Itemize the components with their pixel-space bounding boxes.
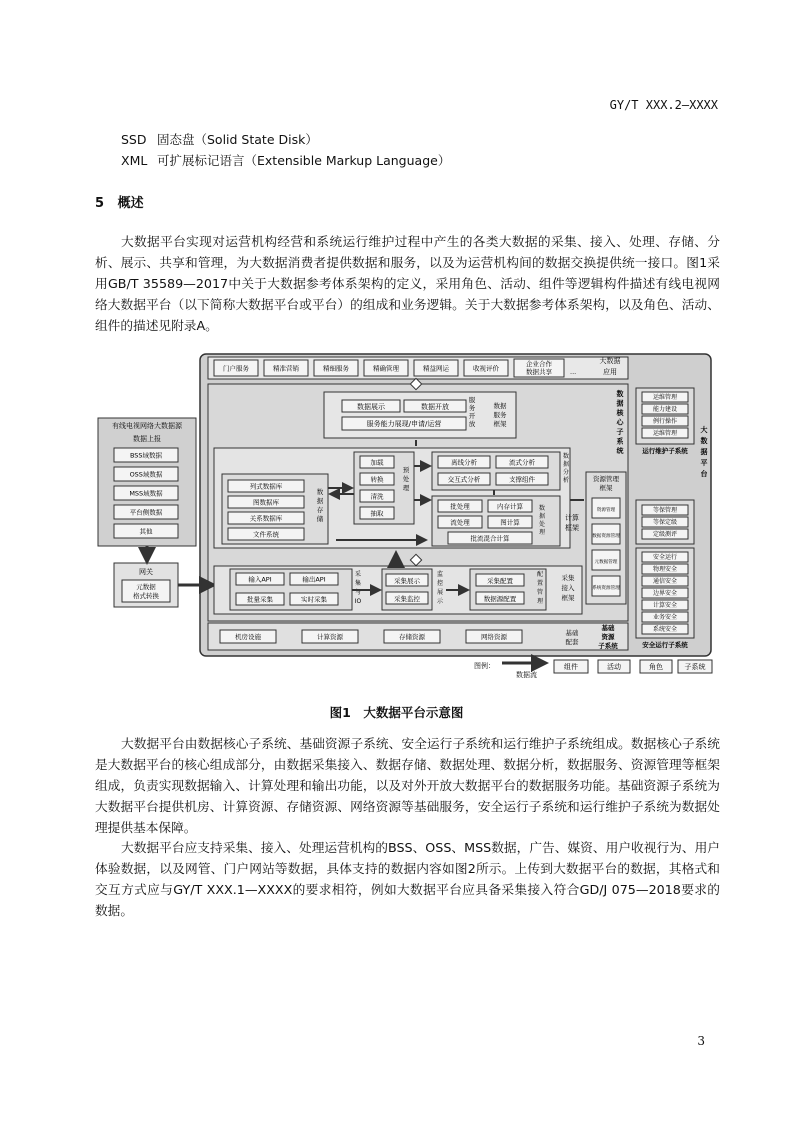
- core-label-char: 核: [616, 409, 624, 417]
- compute-item: 内存计算: [497, 502, 523, 511]
- config-label-char: 置: [536, 580, 544, 587]
- security-grade-items: [642, 505, 688, 539]
- storage-label-char: 存: [316, 506, 324, 514]
- data-source-title: 有线电视网络大数据源: [112, 422, 182, 430]
- compute-label-2a: 计算: [565, 514, 579, 522]
- service-framework: [324, 392, 516, 438]
- config-label-char: 理: [536, 598, 544, 605]
- storage-item: 列式数据库: [249, 482, 283, 491]
- data-source-items: [114, 448, 178, 538]
- platform-label-char: 据: [700, 448, 708, 456]
- analysis-label-char: 分: [562, 469, 570, 476]
- app-item: 数据共享: [526, 368, 552, 376]
- abbreviation-ssd: [121, 130, 318, 148]
- data-source-item: 其他: [139, 527, 153, 536]
- ingest-item: 实时采集: [301, 595, 327, 604]
- data-source-item: BSS域数据: [129, 451, 163, 460]
- legend-title: 图例：: [474, 662, 495, 670]
- app-item: 精确管理: [373, 364, 399, 373]
- platform-diagram: [96, 350, 714, 685]
- service-label-line: 框架: [493, 420, 507, 428]
- ingest-io-char: IO: [354, 598, 362, 605]
- document-code: GY/T XXX.2—XXXX: [609, 98, 718, 112]
- infra-item: 机房设施: [235, 632, 261, 641]
- paragraph-subsystems: 大数据平台由数据核心子系统、基础资源子系统、安全运行子系统和运行维护子系统组成。数据核心子系统是大数据平台的核心组成部分，由数据采集接入、数据存储、数据处理、数据分析，数据服务、资源管理等框架组成，负责实现数据输入、计算处理和输出功能，以及对外开放大数据平台的数据服务功能。基础资源子系统为大数据平台提供机房、计算资源、存储资源、网络资源等基础服务，安全运行子系统和运行维护子系统为数据处理提供基本保障。: [95, 736, 720, 835]
- infra-item: 计算资源: [317, 632, 343, 641]
- security-item: 计算安全: [652, 602, 678, 610]
- abbreviation-xml: [121, 151, 450, 169]
- ingest-io-char: 集: [354, 580, 362, 587]
- storage-label-char: 据: [316, 497, 324, 505]
- legend-flow: 数据流: [516, 671, 537, 679]
- config-label-char: 配: [536, 571, 544, 578]
- storage-label-char: 储: [316, 515, 324, 523]
- legend-item: 组件: [564, 663, 578, 672]
- ingest-item: 输入API: [248, 575, 272, 584]
- monitor-label-char: 展: [436, 589, 444, 596]
- service-item-2: 数据开放: [421, 403, 449, 411]
- apps-label-1: 大数据: [599, 357, 621, 365]
- analysis-item: 离线分析: [451, 458, 477, 467]
- infra-item: 存储资源: [399, 632, 425, 641]
- service-label-line: 数据: [493, 402, 507, 410]
- monitor-item-1: 采集展示: [394, 577, 420, 585]
- resource-mgmt-title-1: 资源管理: [593, 475, 619, 483]
- core-label-char: 数: [616, 390, 624, 398]
- compute-item: 图计算: [500, 518, 520, 527]
- compute-label-char: 数: [538, 505, 546, 512]
- monitor-label-char: 控: [436, 580, 444, 587]
- security-label: 安全运行子系统: [642, 641, 688, 649]
- legend-item: 角色: [649, 663, 663, 672]
- abbreviation-text: 可扩展标记语言（Extensible Markup Language）: [157, 153, 451, 168]
- app-item: 精细服务: [323, 364, 349, 373]
- service-side-char: 服: [468, 396, 476, 404]
- platform-label-char: 台: [700, 470, 708, 478]
- section-title: 概述: [117, 196, 144, 211]
- compute-label-char: 据: [538, 513, 546, 520]
- core-label: [616, 389, 625, 455]
- storage-item: 关系数据库: [249, 514, 283, 523]
- data-source-item: MSS域数据: [129, 489, 163, 498]
- compute-item: 批处理: [450, 502, 470, 511]
- infra-sub-label-1: 基础: [601, 624, 615, 632]
- data-source-item: OSS域数据: [129, 470, 163, 479]
- resource-mgmt-item: 数据资源管理: [592, 534, 620, 539]
- platform-label: [700, 425, 708, 478]
- legend-item: 活动: [607, 663, 621, 672]
- security-item: 业务安全: [652, 614, 678, 622]
- section-number: 5: [95, 196, 105, 211]
- infra-label-2: 配套: [565, 638, 579, 646]
- security-grade-item: 等保定级: [652, 519, 678, 527]
- preprocess-item: 抽取: [370, 509, 384, 518]
- abbreviation-text: 固态盘（Solid State Disk）: [157, 132, 318, 147]
- apps-group: [214, 359, 576, 377]
- storage-label-char: 数: [316, 488, 324, 496]
- app-item: 精准营销: [273, 364, 299, 373]
- core-label-char: 据: [616, 399, 624, 408]
- diagram-svg: [96, 350, 714, 685]
- infra-sub-label-2: 资源: [601, 633, 615, 641]
- analysis-label-char: 析: [562, 477, 570, 484]
- abbreviation-key: SSD: [121, 132, 147, 147]
- security-item: 系统安全: [652, 626, 678, 634]
- app-item: 精益网运: [423, 364, 449, 373]
- resource-mgmt-item: 系统资源管理: [592, 586, 620, 591]
- abbreviation-key: XML: [121, 153, 148, 168]
- config-item-1: 采集配置: [487, 577, 513, 585]
- paragraph-intro: 大数据平台实现对运营机构经营和系统运行维护过程中产生的各类大数据的采集、接入、处理、存储、分析、展示、共享和管理，为大数据消费者提供数据和服务，以及为运营机构间的数据交换提供统一接口。图1采用GB/T 35589—2017中关于大数据参考体系架构的定义，采用角色、活动、组件等逻辑构件描述有线电视网络大数据平台（以下简称大数据平台或平台）的组成和业务逻辑。关于大数据参考体系架构，以及角色、活动、组件的描述见附录A。: [95, 234, 720, 333]
- analysis-item: 流式分析: [509, 458, 535, 467]
- ops-item: 能力建设: [652, 406, 678, 414]
- security-item: 安全运行: [652, 554, 678, 562]
- service-side: [469, 395, 476, 428]
- ingest-label-2: 接入: [561, 584, 575, 592]
- page-number: 3: [697, 1034, 705, 1048]
- resource-mgmt-title-2: 框架: [599, 484, 613, 492]
- preprocess-label-char: 理: [402, 484, 410, 492]
- security-items: [642, 552, 688, 634]
- preprocess-label-char: 预: [402, 466, 410, 474]
- ingest-io-char: 与: [354, 589, 362, 596]
- gateway-item-1: 元数据: [136, 583, 156, 591]
- monitor-label-char: 示: [436, 598, 444, 605]
- resource-mgmt-item: 资源管理: [596, 508, 616, 513]
- data-source-sub: 数据上报: [133, 435, 161, 443]
- analysis-label-char: 据: [562, 461, 570, 468]
- security-grade-item: 定级测评: [652, 531, 678, 539]
- core-label-char: 统: [616, 447, 624, 455]
- service-item-1: 数据展示: [357, 403, 385, 411]
- resource-mgmt-item: 元数据管理: [594, 560, 618, 565]
- data-source-item: 平台侧数据: [129, 508, 163, 517]
- storage-item: 文件系统: [253, 530, 279, 539]
- ingest-item: 输出API: [302, 575, 326, 584]
- compute-label-char: 处: [538, 521, 546, 528]
- monitor-item-2: 采集监控: [394, 595, 420, 603]
- ingest-label-3: 框架: [561, 594, 575, 602]
- config-item-2: 数据源配置: [483, 595, 517, 603]
- analysis-item: 支撑组件: [509, 475, 535, 484]
- section-heading: [95, 192, 144, 211]
- infra-sub-label-3: 子系统: [598, 642, 618, 650]
- infra-item: 网络资源: [481, 632, 507, 641]
- paragraph-data-support: 大数据平台应支持采集、接入、处理运营机构的BSS、OSS、MSS数据，广告、媒资、用户收视行为、用户体验数据，以及网管、门户网站等数据，具体支持的数据内容如图2所示。上传到大数据平台的数据，其格式和交互方式应与GY/T XXX.1—XXXX的要求相符，例如大数据平台应具备采集接入符合GD/J 075—2018要求的数据。: [95, 840, 720, 918]
- preprocess-label: [403, 465, 410, 492]
- ingest-io-char: 采: [354, 571, 362, 578]
- compute-item: 批流混合计算: [470, 534, 510, 543]
- core-label-char: 系: [616, 437, 624, 446]
- preprocess-item: 清洗: [370, 492, 384, 501]
- security-item: 通信安全: [652, 578, 678, 586]
- gateway-item-2: 格式转换: [133, 592, 159, 600]
- app-item: 收视评价: [473, 364, 499, 373]
- preprocess-label-char: 处: [402, 475, 410, 483]
- platform-label-char: 平: [700, 459, 708, 467]
- service-side-char: 开: [468, 412, 476, 420]
- security-item: 物理安全: [652, 566, 678, 574]
- service-label: [494, 401, 508, 428]
- analysis-item: 交互式分析: [447, 475, 481, 484]
- app-item: 企业合作: [526, 360, 552, 368]
- infra-label-1: 基础: [565, 629, 579, 637]
- preprocess-item: 加载: [370, 458, 384, 467]
- app-item: 门户服务: [223, 364, 249, 373]
- ops-item: 运维管理: [652, 430, 678, 438]
- storage-item: 图数据库: [253, 498, 279, 507]
- core-label-char: 心: [616, 418, 624, 427]
- platform-label-char: 数: [700, 437, 708, 445]
- gateway-title: 网关: [139, 568, 153, 576]
- compute-label-2b: 框架: [565, 524, 579, 532]
- ops-label: 运行维护子系统: [642, 447, 688, 455]
- security-item: 边界安全: [652, 590, 678, 598]
- security-grade-item: 等保管理: [652, 507, 678, 515]
- service-side-char: 务: [468, 404, 476, 412]
- legend-items: [554, 660, 712, 673]
- compute-label-char: 理: [538, 529, 546, 536]
- monitor-label-char: 监: [436, 571, 444, 578]
- platform-label-char: 大: [700, 426, 708, 434]
- service-side-char: 放: [468, 420, 476, 428]
- service-item-3: 服务能力展现/申请/运营: [366, 420, 442, 428]
- ingest-item: 批量采集: [247, 595, 273, 604]
- app-ellipsis: ...: [570, 368, 577, 376]
- legend-item: 子系统: [684, 663, 706, 672]
- config-label-char: 管: [536, 589, 544, 596]
- figure-caption: 图1 大数据平台示意图: [329, 705, 464, 720]
- ops-item: 例行操作: [652, 418, 678, 426]
- ingest-label-1: 采集: [561, 574, 575, 582]
- service-label-line: 服务: [493, 411, 507, 419]
- ops-item: 运维管理: [652, 394, 678, 402]
- core-label-char: 子: [616, 428, 624, 436]
- compute-item: 流处理: [450, 518, 470, 527]
- analysis-label-char: 数: [562, 453, 570, 460]
- apps-label-2: 应用: [603, 368, 617, 376]
- preprocess-item: 转换: [370, 475, 384, 484]
